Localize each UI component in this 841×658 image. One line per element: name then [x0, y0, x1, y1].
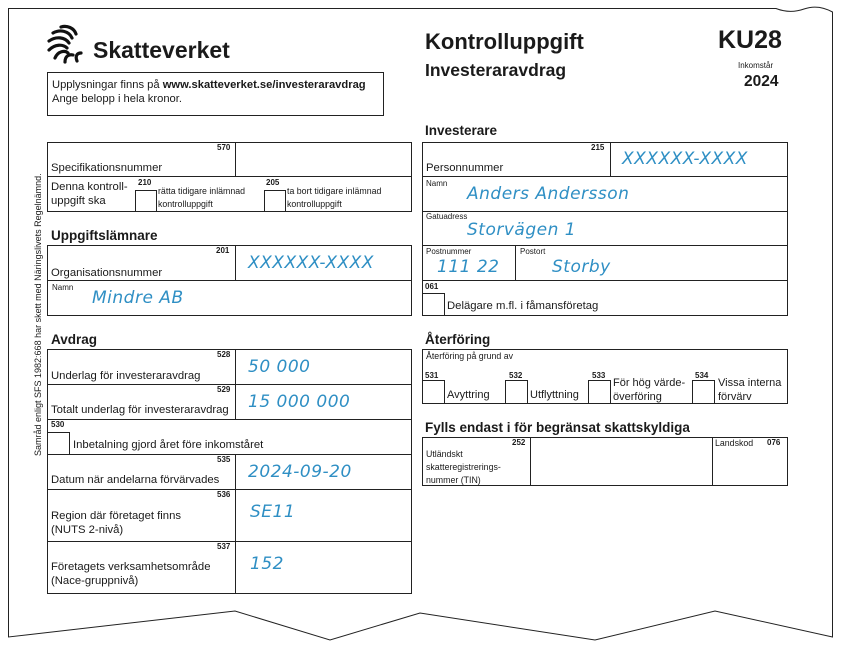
issuer-name-label: Namn [52, 283, 74, 292]
reversal-heading: Återföring [425, 332, 491, 347]
reversal-reason-label: Återföring på grund av [426, 351, 514, 361]
region-field[interactable] [236, 490, 411, 535]
remove-label: ta bort tidigare inlämnad kontrolluppgift [287, 186, 382, 209]
industry-field[interactable] [236, 542, 411, 587]
sale-label: Avyttring [447, 389, 490, 401]
remove-checkbox[interactable] [264, 190, 286, 212]
specification-input[interactable] [236, 143, 411, 176]
tin-code: 252 [512, 438, 526, 447]
form-title: Kontrolluppgift [425, 29, 584, 54]
form-code: KU28 [718, 26, 782, 54]
city-label: Postort [520, 247, 546, 256]
excess-transfer-checkbox[interactable] [588, 380, 611, 404]
specification-label: Specifikationsnummer [51, 162, 163, 174]
income-year: 2024 [744, 73, 779, 90]
investor-name-label: Namn [426, 179, 448, 188]
form-subtitle: Investeraravdrag [425, 60, 567, 80]
owner-checkbox[interactable] [422, 293, 445, 316]
issuer-name-value: Mindre AB [92, 287, 184, 308]
org-number-label: Organisationsnummer [51, 267, 163, 279]
year-label: Inkomstår [738, 61, 774, 70]
city-value: Storby [552, 257, 611, 277]
reversal-option-code: 534 [695, 371, 709, 380]
sale-checkbox[interactable] [422, 380, 445, 404]
action-label: Denna kontroll- uppgift ska [51, 181, 128, 207]
info-url: www.skatteverket.se/investeraravdrag [162, 79, 366, 91]
specification-code: 570 [217, 143, 231, 152]
info-line-2: Ange belopp i hela kronor. [52, 93, 182, 105]
zip-label: Postnummer [426, 247, 472, 256]
street-field[interactable] [423, 212, 787, 245]
total-basis-code: 529 [217, 385, 231, 394]
reversal-option-code: 531 [425, 371, 439, 380]
region-value: SE11 [250, 502, 296, 522]
tin-input[interactable] [531, 438, 712, 485]
city-field[interactable] [516, 246, 787, 280]
investor-name-field[interactable] [423, 177, 787, 211]
total-basis-field[interactable] [236, 385, 411, 419]
total-basis-label: Totalt underlag för investeraravdrag [51, 404, 229, 416]
reversal-option-code: 532 [509, 371, 523, 380]
deduction-heading: Avdrag [51, 332, 98, 347]
personal-number-label: Personnummer [426, 162, 504, 174]
region-code: 536 [217, 490, 231, 499]
zip-field[interactable] [423, 246, 515, 280]
internal-acquisition-checkbox[interactable] [692, 380, 715, 404]
street-value: Storvägen 1 [467, 220, 577, 240]
zip-value: 111 22 [437, 257, 500, 277]
total-basis-value: 15 000 000 [248, 391, 351, 412]
reversal-option-code: 533 [592, 371, 606, 380]
personal-number-code: 215 [591, 143, 605, 152]
remove-code: 205 [266, 178, 280, 187]
info-line-1 [52, 80, 366, 91]
info-text: Upplysningar finns på [52, 79, 163, 91]
industry-value: 152 [250, 554, 284, 574]
logo-text: Skatteverket [93, 37, 230, 63]
owner-label: Delägare m.fl. i fåmansföretag [447, 300, 599, 312]
acquired-date-field[interactable] [236, 455, 411, 489]
basis-label: Underlag för investeraravdrag [51, 370, 201, 382]
excess-transfer-label: För hög värde- överföring [613, 377, 686, 403]
basis-value: 50 000 [248, 356, 311, 377]
correct-checkbox[interactable] [135, 190, 157, 212]
limited-heading: Fylls endast i för begränsat skattskyldiga [425, 420, 690, 435]
paid-prior-label: Inbetalning gjord året före inkomståret [73, 439, 264, 451]
street-label: Gatuadress [426, 212, 468, 221]
personal-number-value: XXXXXX-XXXX [622, 149, 748, 169]
acquired-date-label: Datum när andelarna förvärvades [51, 474, 220, 486]
basis-field[interactable] [236, 350, 411, 384]
industry-code: 537 [217, 542, 231, 551]
industry-label: Företagets verksamhetsområde (Nace-gruppnivå) [51, 561, 211, 587]
investor-name-value: Anders Andersson [467, 183, 630, 204]
skatteverket-logo-icon [47, 24, 91, 64]
paid-prior-code: 530 [51, 420, 65, 429]
country-label: Landskod [715, 438, 754, 448]
personal-number-field[interactable] [611, 143, 787, 176]
org-number-value: XXXXXX-XXXX [248, 252, 374, 273]
emigration-label: Utflyttning [530, 389, 579, 401]
acquired-date-value: 2024-09-20 [248, 461, 352, 482]
investor-heading: Investerare [425, 123, 498, 138]
emigration-checkbox[interactable] [505, 380, 528, 404]
owner-code: 061 [425, 282, 439, 291]
org-number-field[interactable] [236, 246, 411, 280]
issuer-heading: Uppgiftslämnare [51, 228, 158, 243]
org-number-code: 201 [216, 246, 230, 255]
basis-code: 528 [217, 350, 231, 359]
country-input[interactable] [713, 450, 787, 485]
region-label: Region där företaget finns (NUTS 2-nivå) [51, 510, 181, 536]
internal-acquisition-label: Vissa interna förvärv [718, 377, 782, 403]
paid-prior-checkbox[interactable] [47, 432, 70, 455]
acquired-date-code: 535 [217, 455, 231, 464]
tin-label: Utländskt skatteregistrerings- nummer (TIN) [426, 449, 501, 485]
correct-code: 210 [138, 178, 152, 187]
correct-label: rätta tidigare inlämnad kontrolluppgift [158, 186, 246, 209]
issuer-name-field[interactable] [48, 281, 411, 315]
country-code: 076 [767, 438, 781, 447]
side-note: Samråd enligt SFS 1982:668 har skett med Näringslivets Regelnämnd. [33, 173, 43, 456]
